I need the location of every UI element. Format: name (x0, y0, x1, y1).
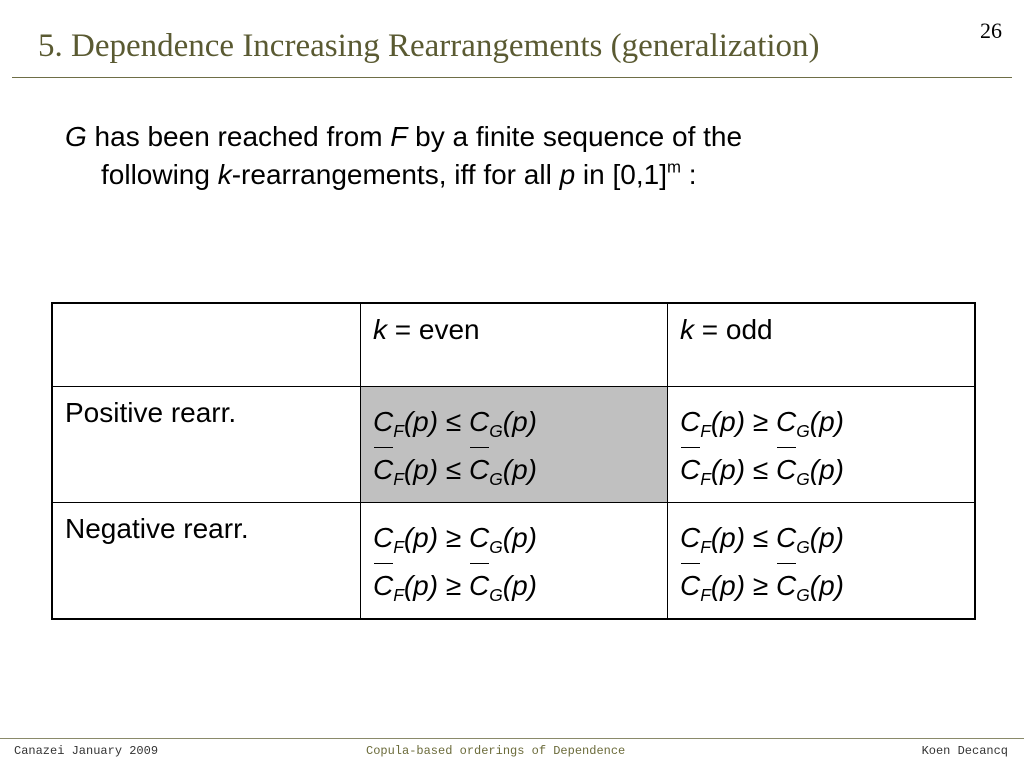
copula-subscript: F (393, 537, 404, 558)
header-empty-cell (52, 303, 361, 387)
intro-paragraph (65, 118, 965, 194)
survival-inequality-line (373, 451, 655, 499)
cell-negative-odd (668, 503, 976, 620)
inequality-operator: (p) ≥ (403, 522, 469, 553)
copula-subscript: G (489, 421, 503, 442)
copula-subscript: F (700, 537, 711, 558)
table-row-positive (52, 387, 975, 503)
inequality-operator: (p) ≤ (403, 406, 469, 437)
copula-symbol: C (680, 522, 701, 553)
copula-subscript: F (700, 469, 711, 490)
copula-symbol: C (469, 406, 490, 437)
copula-subscript: G (796, 421, 810, 442)
var-k: k (217, 159, 232, 190)
footer-center: Copula-based orderings of Dependence (366, 744, 626, 758)
argument: (p) (809, 454, 844, 485)
copula-symbol: C (776, 522, 797, 553)
header-k-odd-var: k (680, 314, 694, 345)
copula-symbol: C (680, 406, 701, 437)
footer-divider (0, 738, 1024, 739)
copula-symbol: C (373, 406, 394, 437)
intro-line-1 (65, 118, 965, 156)
intro-text-a: has been reached from (86, 121, 391, 152)
inequality-operator: (p) ≥ (710, 406, 776, 437)
header-k-odd-text: = odd (694, 314, 773, 345)
inequality-operator: (p) ≥ (710, 570, 776, 601)
argument: (p) (502, 522, 537, 553)
intro-text-b: by a finite sequence of the (407, 121, 743, 152)
argument: (p) (809, 406, 844, 437)
var-g: G (65, 121, 87, 152)
survival-copula-symbol: C (776, 567, 796, 605)
survival-inequality-line (680, 451, 962, 499)
header-k-even (361, 303, 668, 387)
intro-text-f: : (680, 159, 697, 190)
survival-copula-symbol: C (373, 451, 393, 489)
cell-negative-even (361, 503, 668, 620)
header-k-even-text: = even (387, 314, 480, 345)
intro-text-d: -rearrangements, iff for all (231, 159, 560, 190)
copula-subscript: G (796, 469, 810, 490)
cell-positive-even (361, 387, 668, 503)
inequality-operator: (p) ≤ (710, 522, 776, 553)
copula-subscript: F (700, 421, 711, 442)
survival-inequality-line (680, 567, 962, 615)
copula-subscript: G (489, 469, 503, 490)
argument: (p) (502, 454, 537, 485)
survival-inequality-line (373, 567, 655, 615)
page-number: 26 (980, 18, 1002, 43)
row-label-negative: Negative rearr. (52, 503, 361, 620)
inequality-line (373, 519, 655, 567)
copula-subscript: F (700, 585, 711, 606)
table-header-row (52, 303, 975, 387)
copula-symbol: C (776, 406, 797, 437)
slide-title: 5. Dependence Increasing Rearrangements (generalization) (38, 28, 820, 64)
header-k-even-var: k (373, 314, 387, 345)
copula-subscript: G (796, 585, 810, 606)
copula-subscript: F (393, 469, 404, 490)
argument: (p) (809, 522, 844, 553)
sup-m: m (667, 157, 681, 177)
row-label-positive: Positive rearr. (52, 387, 361, 503)
rearrangement-table (51, 302, 976, 620)
inequality-line (373, 403, 655, 451)
intro-text-e: in [0,1] (575, 159, 667, 190)
inequality-line (680, 519, 962, 567)
inequality-line (680, 403, 962, 451)
var-p: p (559, 159, 576, 190)
inequality-operator: (p) ≤ (403, 454, 469, 485)
var-f: F (390, 121, 408, 152)
footer-right: Koen Decancq (921, 744, 1008, 758)
copula-subscript: F (393, 421, 404, 442)
survival-copula-symbol: C (469, 567, 489, 605)
survival-copula-symbol: C (373, 567, 393, 605)
copula-symbol: C (469, 522, 490, 553)
header-k-odd (668, 303, 976, 387)
copula-subscript: G (796, 537, 810, 558)
intro-line-2 (65, 156, 965, 194)
survival-copula-symbol: C (680, 451, 700, 489)
table-row-negative (52, 503, 975, 620)
survival-copula-symbol: C (680, 567, 700, 605)
survival-copula-symbol: C (469, 451, 489, 489)
copula-subscript: F (393, 585, 404, 606)
copula-subscript: G (489, 537, 503, 558)
argument: (p) (809, 570, 844, 601)
cell-positive-odd (668, 387, 976, 503)
intro-text-c: following (101, 159, 218, 190)
survival-copula-symbol: C (776, 451, 796, 489)
inequality-operator: (p) ≤ (710, 454, 776, 485)
argument: (p) (502, 406, 537, 437)
title-divider (12, 77, 1012, 78)
footer-left: Canazei January 2009 (14, 744, 159, 758)
argument: (p) (502, 570, 537, 601)
copula-symbol: C (373, 522, 394, 553)
copula-subscript: G (489, 585, 503, 606)
inequality-operator: (p) ≥ (403, 570, 469, 601)
